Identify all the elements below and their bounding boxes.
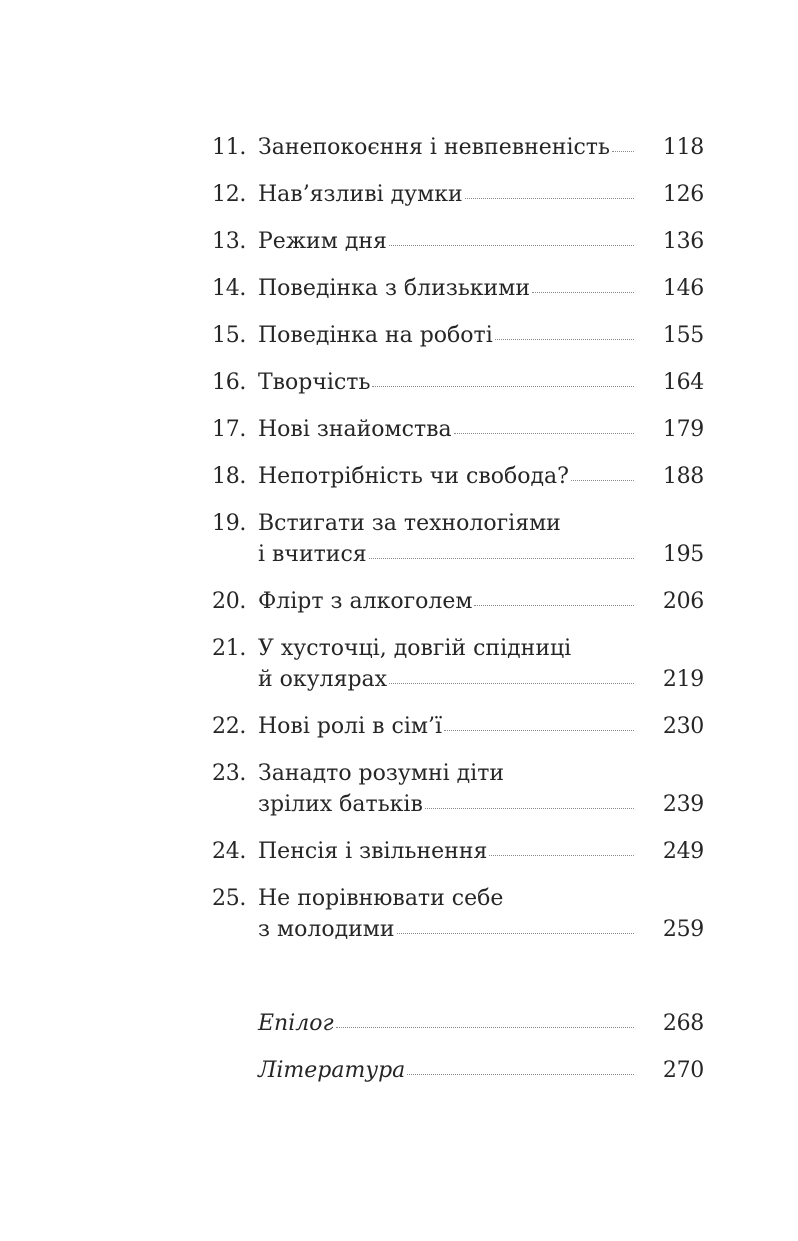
chapter-title-last-line [258,414,634,446]
page-number: 206 [662,589,704,614]
page-number: 259 [662,917,704,942]
chapter-title: Непотрібність чи свобода? [258,464,569,489]
toc-entry[interactable] [0,461,798,493]
back-matter-title: Література [258,1058,406,1083]
page-number: 155 [662,323,704,348]
chapter-title: Творчість [258,370,371,395]
page-number: 179 [662,417,704,442]
chapter-number: 22. [212,714,247,739]
chapter-title-last-line [258,132,634,164]
toc-entry[interactable] [0,711,798,743]
page-number: 219 [662,667,704,692]
chapter-title-last-line [258,914,634,946]
toc-entry[interactable] [0,883,798,942]
toc-back-matter-entry[interactable] [0,1008,798,1040]
chapter-number: 13. [212,229,247,254]
dot-leader [389,245,634,246]
toc-back-matter-entry[interactable] [0,1055,798,1087]
chapter-number: 25. [212,886,247,911]
chapter-title: й окулярах [258,667,388,692]
chapter-title-line: Встигати за технологіями [258,511,561,536]
chapter-number: 24. [212,839,247,864]
toc-entry[interactable] [0,414,798,446]
chapter-number: 12. [212,182,247,207]
page-number: 249 [662,839,704,864]
toc-entry[interactable] [0,508,798,567]
chapter-title: Занепокоєння і невпевненість [258,135,610,160]
toc-entry[interactable] [0,273,798,305]
chapter-number: 11. [212,135,247,160]
chapter-title-last-line [258,711,634,743]
chapter-number: 20. [212,589,247,614]
chapter-title-last-line [258,226,634,258]
chapter-title: Пенсія і звільнення [258,839,488,864]
chapter-title-last-line [258,461,634,493]
chapter-title-line: Не порівнювати себе [258,886,504,911]
chapter-number: 16. [212,370,247,395]
chapter-title: Поведінка на роботі [258,323,493,348]
page-number: 126 [662,182,704,207]
page-number: 136 [662,229,704,254]
dot-leader [389,683,634,684]
toc-entry[interactable] [0,633,798,692]
dot-leader [454,433,634,434]
back-matter-line [258,1055,634,1087]
dot-leader [444,730,634,731]
page-number: 118 [662,135,704,160]
dot-leader [336,1027,634,1028]
dot-leader [397,933,634,934]
toc-entry[interactable] [0,179,798,211]
chapter-title-last-line [258,273,634,305]
chapter-title-last-line [258,179,634,211]
page-number: 188 [662,464,704,489]
chapter-title: Нові знайомства [258,417,452,442]
page-number: 146 [662,276,704,301]
page-number: 230 [662,714,704,739]
chapter-title-last-line [258,586,634,618]
chapter-title-last-line [258,664,634,696]
page-number: 164 [662,370,704,395]
chapter-title-last-line [258,539,634,571]
back-matter-line [258,1008,634,1040]
chapter-title: Режим дня [258,229,387,254]
page-number: 270 [662,1058,704,1083]
chapter-number: 23. [212,761,247,786]
chapter-title: зрілих батьків [258,792,423,817]
page-number: 268 [662,1011,704,1036]
dot-leader [372,386,634,387]
toc-entry[interactable] [0,320,798,352]
back-matter-title: Епілог [258,1011,334,1036]
dot-leader [425,808,634,809]
toc-entry[interactable] [0,758,798,817]
chapter-title: Флірт з алкоголем [258,589,473,614]
chapter-number: 19. [212,511,247,536]
chapter-title-last-line [258,320,634,352]
chapter-title-last-line [258,789,634,821]
chapter-title: Нав’язливі думки [258,182,463,207]
toc-entry[interactable] [0,226,798,258]
dot-leader [571,480,634,481]
chapter-title: і вчитися [258,542,367,567]
chapter-title-line: У хусточці, довгій спідниці [258,636,572,661]
chapter-title-last-line [258,367,634,399]
toc-entry[interactable] [0,836,798,868]
chapter-title-last-line [258,836,634,868]
dot-leader [612,151,634,152]
dot-leader [489,855,634,856]
chapter-number: 14. [212,276,247,301]
chapter-title: з молодими [258,917,395,942]
dot-leader [532,292,634,293]
dot-leader [495,339,634,340]
toc-entry[interactable] [0,586,798,618]
dot-leader [465,198,634,199]
toc-entry[interactable] [0,367,798,399]
page-number: 239 [662,792,704,817]
toc-entry[interactable] [0,132,798,164]
chapter-number: 21. [212,636,247,661]
chapter-number: 15. [212,323,247,348]
chapter-title: Поведінка з близькими [258,276,530,301]
page-number: 195 [662,542,704,567]
chapter-number: 18. [212,464,247,489]
chapter-title: Нові ролі в сім’ї [258,714,443,739]
chapter-title-line: Занадто розумні діти [258,761,505,786]
dot-leader [369,558,634,559]
dot-leader [474,605,634,606]
chapter-number: 17. [212,417,247,442]
dot-leader [407,1074,634,1075]
